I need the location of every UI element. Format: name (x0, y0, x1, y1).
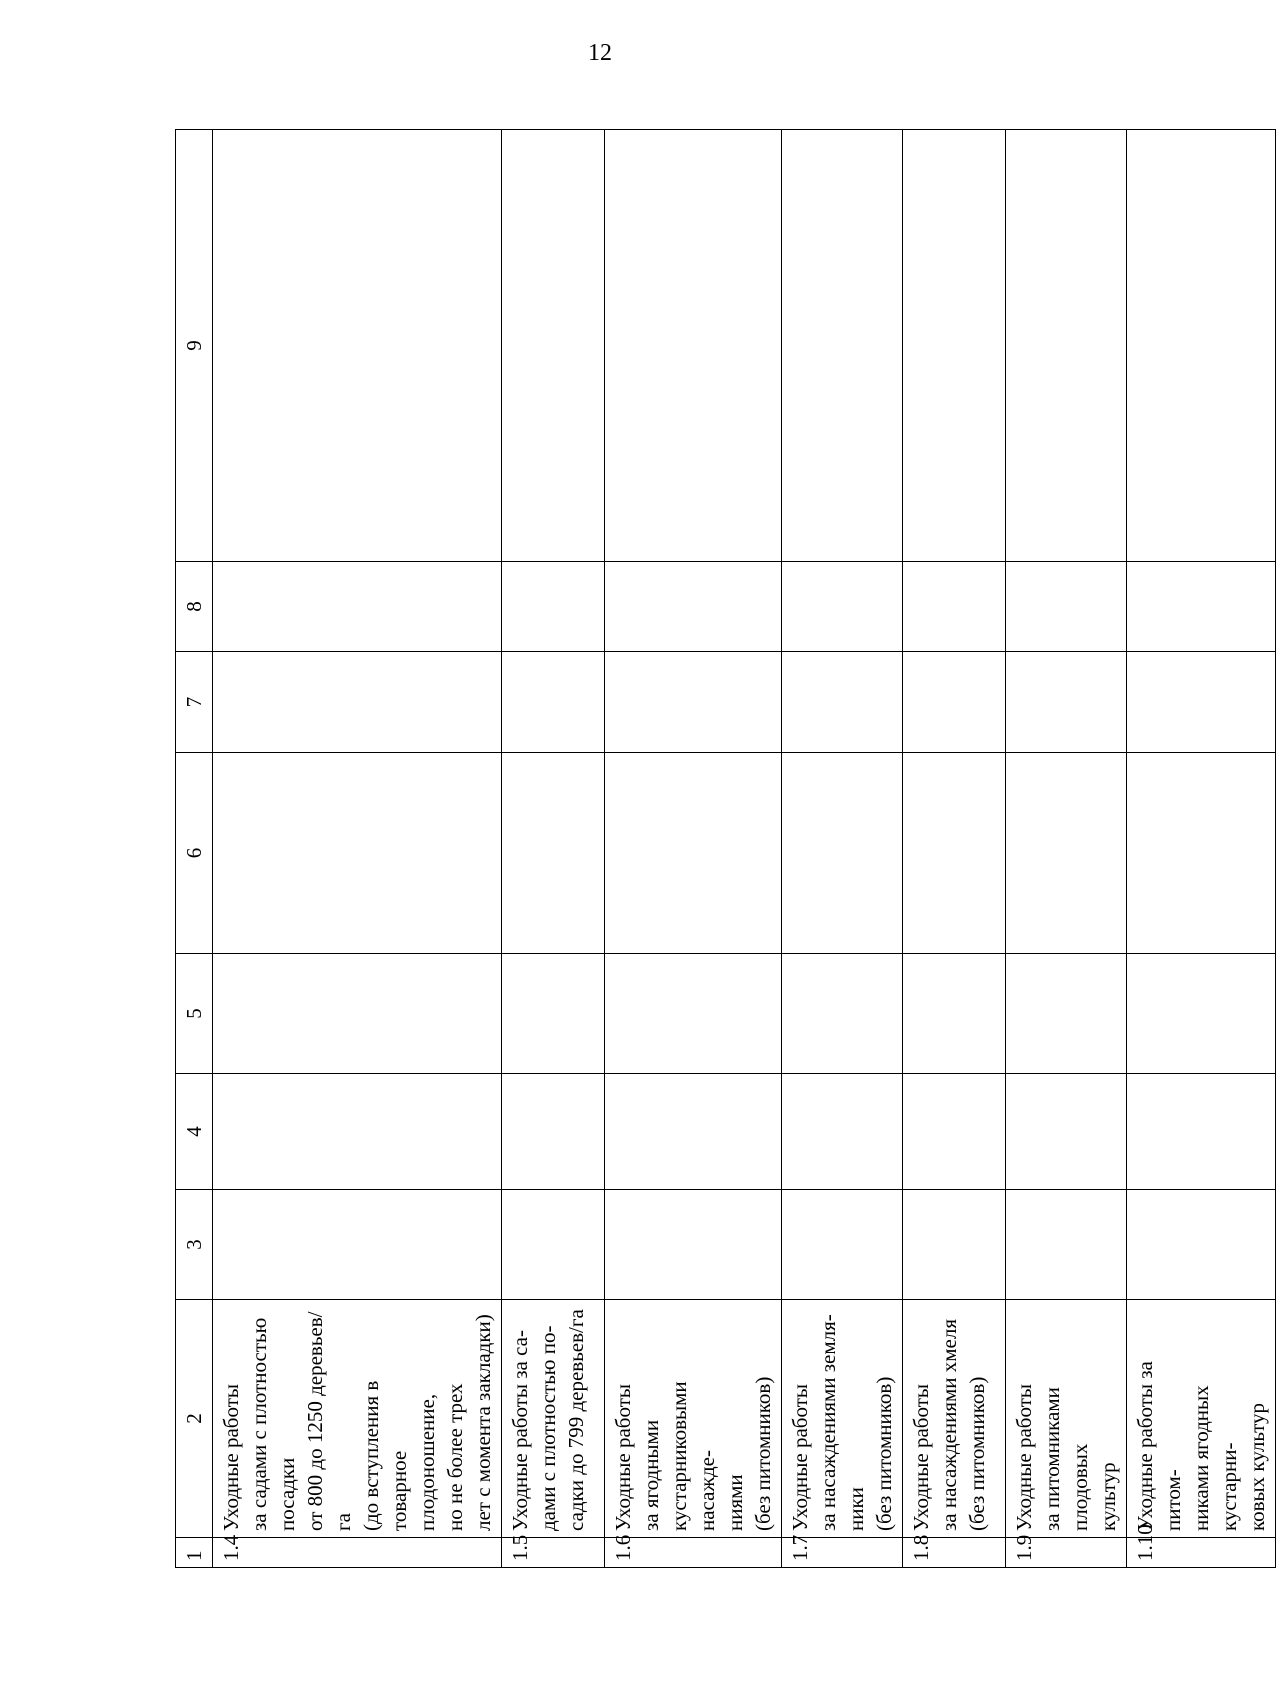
empty-cell (502, 954, 605, 1074)
empty-cell (605, 1074, 782, 1190)
empty-cell (903, 954, 1006, 1074)
empty-cell (213, 954, 502, 1074)
work-costs-table (175, 129, 1276, 1568)
table-row (605, 130, 782, 1568)
header-cell-5: 5 (176, 954, 213, 1074)
empty-cell (502, 753, 605, 954)
header-cell-1: 1 (176, 1538, 213, 1568)
work-description: Уходные работы за питом- никами ягодных кустарни- ковых культур (1127, 1300, 1276, 1538)
work-description: Уходные работы за насаждениями хмеля (без питомников) (903, 1300, 1006, 1538)
empty-cell (502, 1190, 605, 1300)
empty-cell (1006, 130, 1127, 562)
empty-cell (1006, 562, 1127, 652)
header-row (176, 130, 213, 1568)
work-description: Уходные работы за ягодными кустарниковыми насажде- ниями (без питомников) (605, 1300, 782, 1538)
empty-cell (1127, 652, 1276, 753)
empty-cell (1127, 1074, 1276, 1190)
empty-cell (782, 130, 903, 562)
row-number: 1.4 (213, 1538, 502, 1568)
empty-cell (502, 652, 605, 753)
empty-cell (605, 652, 782, 753)
row-number: 1.6 (605, 1538, 782, 1568)
empty-cell (1127, 1190, 1276, 1300)
empty-cell (213, 130, 502, 562)
empty-cell (782, 562, 903, 652)
empty-cell (782, 1074, 903, 1190)
empty-cell (605, 954, 782, 1074)
row-number: 1.9 (1006, 1538, 1127, 1568)
empty-cell (502, 562, 605, 652)
empty-cell (782, 652, 903, 753)
empty-cell (1127, 562, 1276, 652)
page-number: 12 (588, 40, 612, 66)
empty-cell (903, 130, 1006, 562)
empty-cell (903, 753, 1006, 954)
table-row (782, 130, 903, 1568)
work-description: Уходные работы за са- дами с плотностью по- садки до 799 деревьев/га (502, 1300, 605, 1538)
header-cell-4: 4 (176, 1074, 213, 1190)
empty-cell (1006, 1074, 1127, 1190)
header-cell-7: 7 (176, 652, 213, 753)
empty-cell (605, 753, 782, 954)
row-number: 1.5 (502, 1538, 605, 1568)
header-cell-2: 2 (176, 1300, 213, 1538)
empty-cell (1006, 1190, 1127, 1300)
empty-cell (782, 954, 903, 1074)
empty-cell (502, 1074, 605, 1190)
empty-cell (1127, 130, 1276, 562)
header-cell-9: 9 (176, 130, 213, 562)
header-cell-6: 6 (176, 753, 213, 954)
work-description: Уходные работы за насаждениями земля- ники (без питомников) (782, 1300, 903, 1538)
empty-cell (605, 1190, 782, 1300)
empty-cell (903, 1190, 1006, 1300)
empty-cell (782, 1190, 903, 1300)
row-number: 1.8 (903, 1538, 1006, 1568)
empty-cell (502, 130, 605, 562)
header-cell-8: 8 (176, 562, 213, 652)
empty-cell (213, 652, 502, 753)
table-row (1127, 130, 1276, 1568)
empty-cell (1127, 753, 1276, 954)
row-number: 1.7 (782, 1538, 903, 1568)
empty-cell (213, 562, 502, 652)
empty-cell (1006, 652, 1127, 753)
empty-cell (782, 753, 903, 954)
empty-cell (213, 1074, 502, 1190)
rotated-table-frame (175, 130, 1269, 1568)
empty-cell (213, 753, 502, 954)
row-number: 1.10 (1127, 1538, 1276, 1568)
empty-cell (605, 562, 782, 652)
empty-cell (903, 562, 1006, 652)
table-row (1006, 130, 1127, 1568)
empty-cell (1006, 753, 1127, 954)
empty-cell (1006, 954, 1127, 1074)
empty-cell (1127, 954, 1276, 1074)
work-description: Уходные работы за садами с плотностью посадки от 800 до 1250 деревьев/га (до вступления в товарное плодоношение, но не более трех лет с момента закладки) (213, 1300, 502, 1538)
empty-cell (903, 1074, 1006, 1190)
empty-cell (605, 130, 782, 562)
work-description: Уходные работы за питомниками плодовых культур (1006, 1300, 1127, 1538)
table-row (502, 130, 605, 1568)
empty-cell (903, 652, 1006, 753)
header-cell-3: 3 (176, 1190, 213, 1300)
table-row (213, 130, 502, 1568)
empty-cell (213, 1190, 502, 1300)
table-row (903, 130, 1006, 1568)
